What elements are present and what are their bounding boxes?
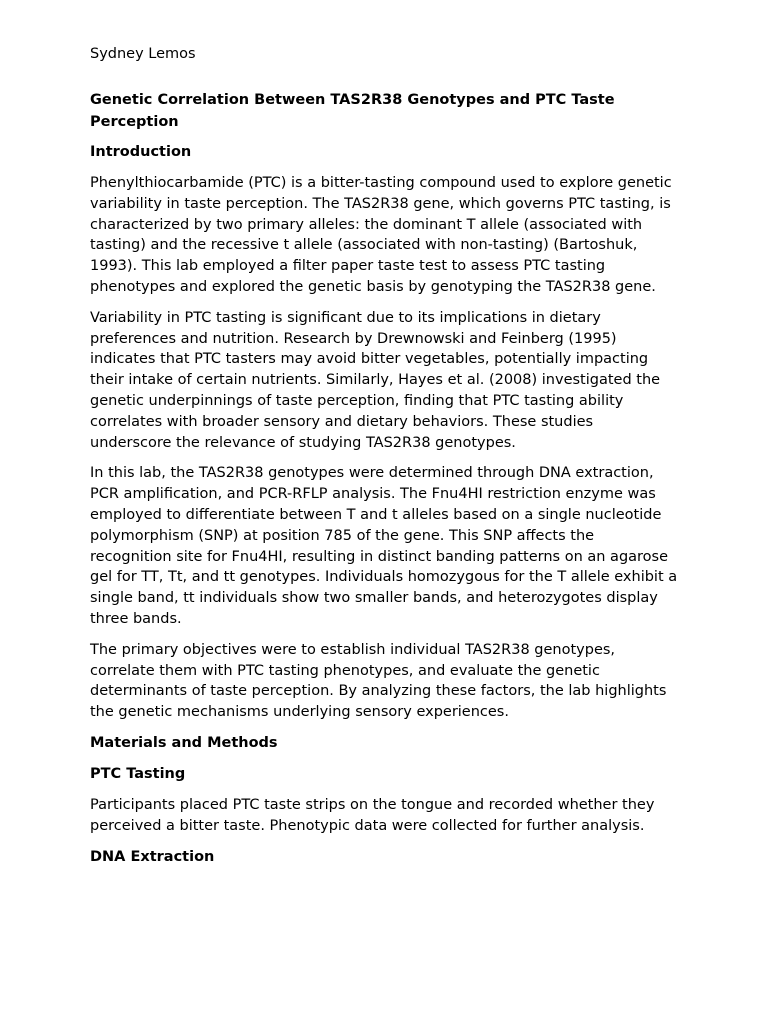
intro-paragraph-4: The primary objectives were to establish individual TAS2R38 genotypes, correlate them with PTC tasting phenotypes, and evaluate the genetic determinants of taste perception. By analyzing these factors, the lab highlights the genetic mechanisms underlying sensory experiences. — [90, 641, 667, 721]
intro-paragraph-3: In this lab, the TAS2R38 genotypes were determined through DNA extraction, PCR amplification, and PCR-RFLP analysis. The Fnu4HI restriction enzyme was employed to differentiate between T and t alleles based on a single nucleotide polymorphism (SNP) at position 785 of the gene. This SNP affects the recognition site for Fnu4HI, resulting in distinct banding patterns on an agarose gel for TT, Tt, and tt genotypes. Individuals homozygous for the T allele exhibit a single band, tt individuals show two smaller bands, and heterozygotes display three bands. — [90, 465, 678, 627]
author-name: Sydney Lemos — [90, 46, 196, 62]
heading-dna-extraction: DNA Extraction — [90, 848, 215, 865]
heading-ptc-tasting: PTC Tasting — [90, 765, 186, 782]
intro-paragraph-2: Variability in PTC tasting is significant due to its implications in dietary preferences and nutrition. Research by Drewnowski and Feinberg (1995) indicates that PTC tasters may avoid bitter vegetables, potentially impacting their intake of certain nutrients. Similarly, Hayes et al. (2008) investigated the genetic underpinnings of taste perception, finding that PTC tasting ability correlates with broader sensory and dietary behaviors. These studies underscore the relevance of studying TAS2R38 genotypes. — [90, 309, 661, 451]
ptc-tasting-paragraph: Participants placed PTC taste strips on the tongue and recorded whether they perceived a bitter taste. Phenotypic data were collected for further analysis. — [90, 796, 655, 834]
document-title: Genetic Correlation Between TAS2R38 Genotypes and PTC Taste Perception — [90, 92, 615, 130]
intro-paragraph-1: Phenylthiocarbamide (PTC) is a bitter-tasting compound used to explore genetic variability in taste perception. The TAS2R38 gene, which governs PTC tasting, is characterized by two primary alleles: the dominant T allele (associated with tasting) and the recessive t allele (associated with non-tasting) (Bartoshuk, 1993). This lab employed a filter paper taste test to assess PTC tasting phenotypes and explored the genetic basis by genotyping the TAS2R38 gene. — [90, 175, 672, 295]
heading-materials-methods: Materials and Methods — [90, 734, 278, 751]
heading-introduction: Introduction — [90, 144, 192, 160]
